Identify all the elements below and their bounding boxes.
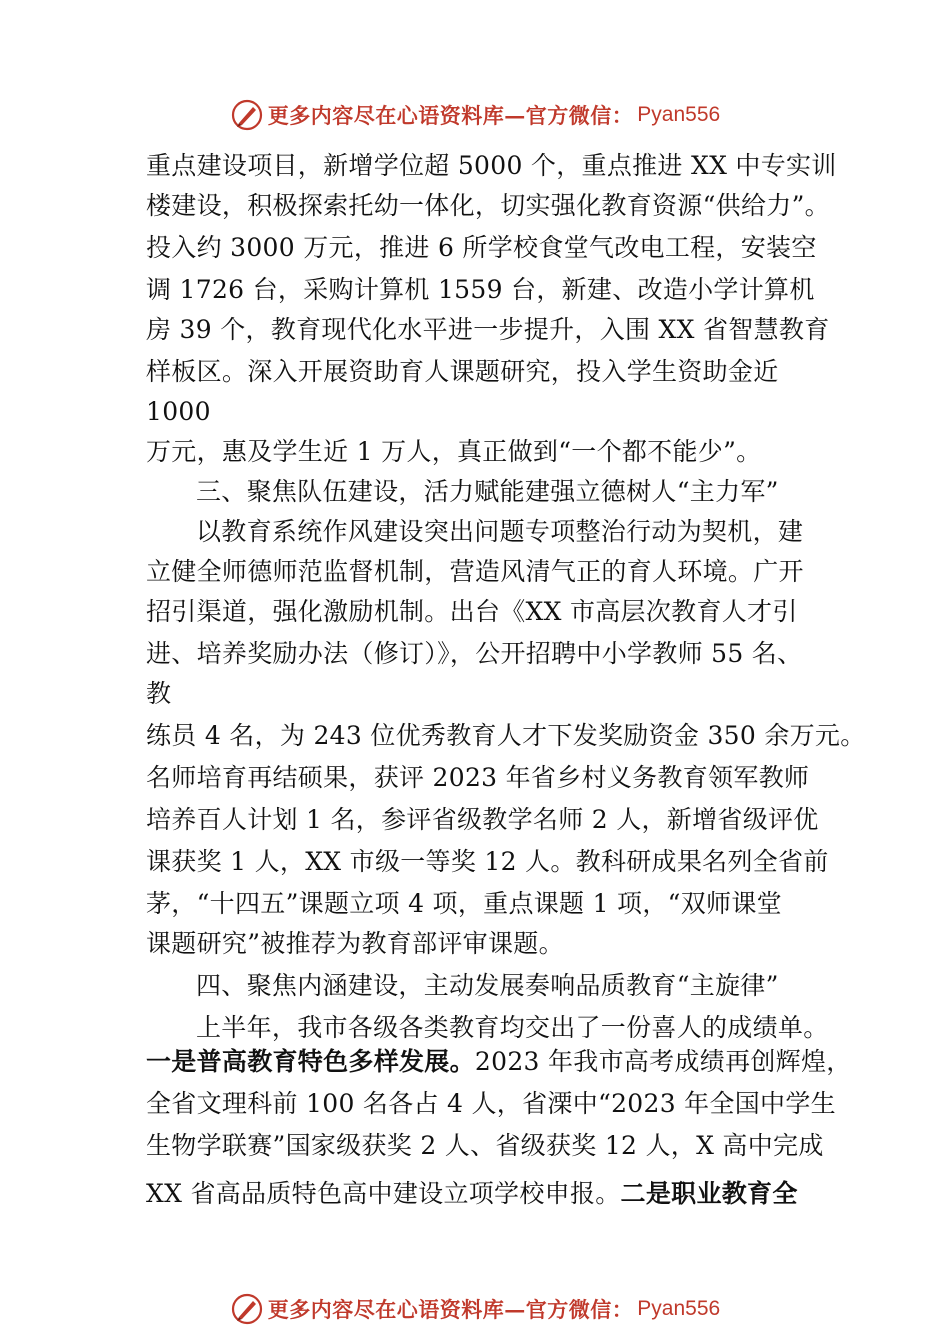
bold-lead-1: 一是普高教育特色多样发展。	[146, 1047, 475, 1076]
text-line: 招引渠道，强化激励机制。出台《XX 市高层次教育人才引	[146, 597, 798, 626]
bold-lead-2: 二是职业教育全	[620, 1179, 798, 1208]
text-line-mixed	[146, 1042, 852, 1082]
text-line: 课题研究”被推荐为教育部评审课题。	[146, 929, 564, 958]
text-line: 上半年，我市各级各类教育均交出了一份喜人的成绩单。	[196, 1013, 829, 1042]
text-line: 投入约 3000 万元，推进 6 所学校食堂气改电工程，安装空	[146, 233, 817, 262]
pen-logo-icon	[230, 98, 264, 132]
text-line-mixed	[146, 1174, 826, 1214]
text-line: 茅，“十四五”课题立项 4 项，重点课题 1 项，“双师课堂	[146, 889, 782, 918]
text-line: 教	[146, 679, 172, 708]
section-heading-4: 四、聚焦内涵建设，主动发展奏响品质教育“主旋律”	[196, 971, 779, 1000]
banner-handle: Pyan556	[637, 1297, 721, 1320]
text-line: 课获奖 1 人，XX 市级一等奖 12 人。教科研成果名列全省前	[146, 847, 829, 876]
text-line: 楼建设，积极探索托幼一体化，切实强化教育资源“供给力”。	[146, 191, 830, 220]
text-line: 以教育系统作风建设突出问题专项整治行动为契机，建	[196, 517, 804, 546]
text-line: 调 1726 台，采购计算机 1559 台，新建、改造小学计算机	[146, 275, 815, 304]
text-segment: XX 省高品质特色高中建设立项学校申报。	[146, 1179, 621, 1208]
footer-banner	[0, 1289, 950, 1329]
banner-text: 更多内容尽在心语资料库—官方微信：	[267, 103, 634, 128]
text-line: 生物学联赛”国家级获奖 2 人、省级获奖 12 人，X 高中完成	[146, 1131, 824, 1160]
text-line: 房 39 个，教育现代化水平进一步提升，入围 XX 省智慧教育	[146, 315, 830, 344]
text-line: 万元，惠及学生近 1 万人，真正做到“一个都不能少”。	[146, 437, 762, 466]
text-line: 1000	[146, 397, 211, 426]
pen-logo-icon	[230, 1292, 264, 1326]
text-line: 练员 4 名，为 243 位优秀教育人才下发奖励资金 350 余万元。	[146, 721, 866, 750]
text-segment: 2023 年我市高考成绩再创辉煌，	[474, 1047, 852, 1076]
text-line: 样板区。深入开展资助育人课题研究，投入学生资助金近	[146, 357, 779, 386]
text-line: 进、培养奖励办法（修订）》，公开招聘中小学教师 55 名、	[146, 639, 803, 668]
banner-handle: Pyan556	[637, 103, 721, 126]
section-heading-3: 三、聚焦队伍建设，活力赋能建强立德树人“主力军”	[196, 477, 779, 506]
text-line: 全省文理科前 100 名各占 4 人，省溧中“2023 年全国中学生	[146, 1089, 836, 1118]
document-body	[146, 146, 866, 1214]
text-line: 重点建设项目，新增学位超 5000 个，重点推进 XX 中专实训	[146, 151, 837, 180]
text-line: 培养百人计划 1 名，参评省级教学名师 2 人，新增省级评优	[146, 805, 819, 834]
banner-text: 更多内容尽在心语资料库—官方微信：	[267, 1297, 634, 1322]
header-banner	[0, 95, 950, 135]
text-line: 立健全师德师范监督机制，营造风清气正的育人环境。广开	[146, 557, 804, 586]
text-line: 名师培育再结硕果，获评 2023 年省乡村义务教育领军教师	[146, 763, 810, 792]
